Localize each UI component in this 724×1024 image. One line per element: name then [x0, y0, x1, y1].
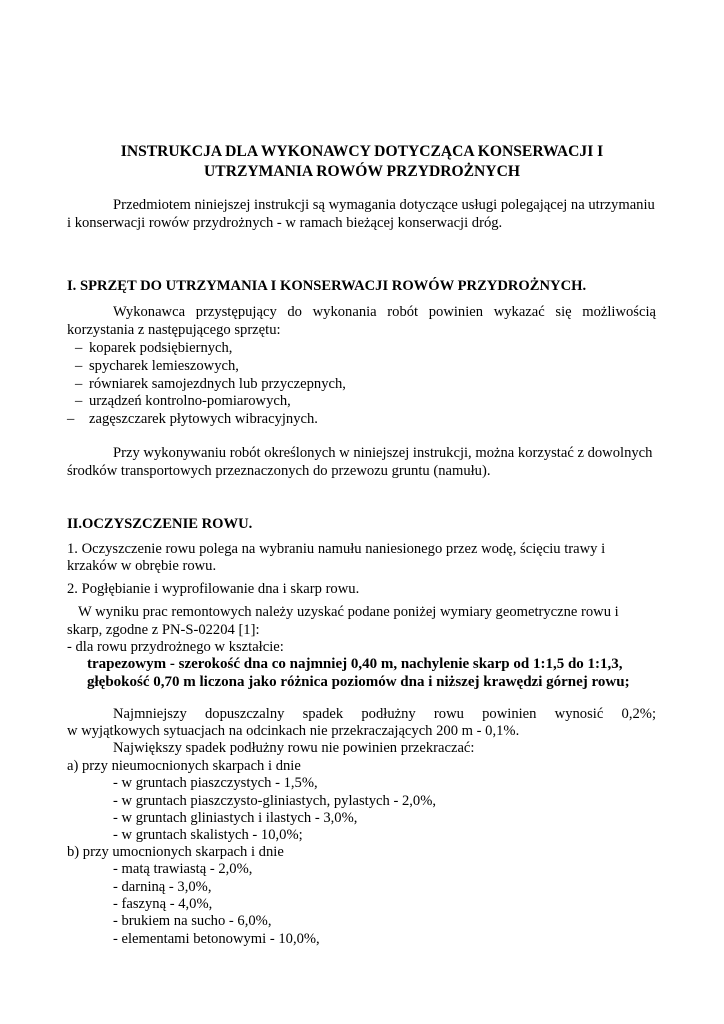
trapezoid-spec-line-2: głębokość 0,70 m liczona jako różnica poziomów dna i niższej krawędzi górnej rowu; — [87, 674, 630, 690]
list-item: - faszyną - 4,0%, — [113, 896, 213, 912]
list-item: urządzeń kontrolno-pomiarowych, — [89, 393, 291, 409]
list-item: spycharek lemieszowych, — [89, 358, 239, 374]
list-dash: – — [75, 393, 83, 409]
list-item: - w gruntach piaszczysto-gliniastych, pylastych - 2,0%, — [113, 793, 437, 809]
list-item: - w gruntach skalistych - 10,0%; — [113, 827, 303, 843]
list-item: - w gruntach gliniastych i ilastych - 3,0%, — [113, 810, 358, 826]
shape-intro: - dla rowu przydrożnego w kształcie: — [67, 639, 284, 655]
max-slope-intro: Największy spadek podłużny rowu nie powinien przekraczać: — [113, 740, 475, 756]
list-item: równiarek samojezdnych lub przyczepnych, — [89, 376, 346, 392]
section-2-heading: II.OCZYSZCZENIE ROWU. — [67, 516, 253, 532]
list-dash: – — [75, 358, 83, 374]
min-slope-line-1: Najmniejszy dopuszczalny spadek podłużny rowu powinien wynosić 0,2%; — [113, 706, 656, 722]
title-line-2: UTRZYMANIA ROWÓW PRZYDROŻNYCH — [204, 163, 520, 180]
case-b-heading: b) przy umocnionych skarpach i dnie — [67, 844, 284, 860]
list-item: zagęszczarek płytowych wibracyjnych. — [89, 411, 318, 427]
section-1-heading: I. SPRZĘT DO UTRZYMANIA I KONSERWACJI ROWÓW PRZYDROŻNYCH. — [67, 278, 587, 294]
section-1-para-1-line-2: korzystania z następującego sprzętu: — [67, 322, 281, 338]
list-item: - w gruntach piaszczystych - 1,5%, — [113, 775, 318, 791]
intro-line-1: Przedmiotem niniejszej instrukcji są wymagania dotyczące usługi polegającej na utrzymaniu — [113, 197, 655, 213]
section-1-para-2-line-1: Przy wykonywaniu robót określonych w niniejszej instrukcji, można korzystać z dowolnych — [113, 445, 653, 461]
list-item: - darniną - 3,0%, — [113, 879, 212, 895]
min-slope-line-2: w wyjątkowych sytuacjach na odcinkach nie przekraczających 200 m - 0,1%. — [67, 723, 520, 739]
dimensions-line-2: skarp, zgodne z PN-S-02204 [1]: — [67, 622, 260, 638]
section-2-item-2: 2. Pogłębianie i wyprofilowanie dna i skarp rowu. — [67, 581, 360, 597]
list-item: - brukiem na sucho - 6,0%, — [113, 913, 272, 929]
list-dash: – — [67, 411, 75, 427]
section-1-para-2-line-2: środków transportowych przeznaczonych do przewozu gruntu (namułu). — [67, 463, 491, 479]
list-dash: – — [75, 376, 83, 392]
section-2-item-1-line-2: krzaków w obrębie rowu. — [67, 558, 217, 574]
case-a-heading: a) przy nieumocnionych skarpach i dnie — [67, 758, 301, 774]
section-2-item-1-line-1: 1. Oczyszczenie rowu polega na wybraniu namułu naniesionego przez wodę, ścięciu trawy i — [67, 541, 606, 557]
section-1-para-1-line-1: Wykonawca przystępujący do wykonania robót powinien wykazać się możliwością — [113, 304, 656, 320]
list-item: - elementami betonowymi - 10,0%, — [113, 931, 320, 947]
trapezoid-spec-line-1: trapezowym - szerokość dna co najmniej 0,40 m, nachylenie skarp od 1:1,5 do 1:1,3, — [87, 656, 623, 672]
list-item: - matą trawiastą - 2,0%, — [113, 861, 253, 877]
dimensions-line-1: W wyniku prac remontowych należy uzyskać podane poniżej wymiary geometryczne rowu i — [78, 604, 619, 620]
intro-line-2: i konserwacji rowów przydrożnych - w ramach bieżącej konserwacji dróg. — [67, 215, 503, 231]
title-line-1: INSTRUKCJA DLA WYKONAWCY DOTYCZĄCA KONSERWACJI I — [120, 143, 604, 160]
list-dash: – — [75, 340, 83, 356]
list-item: koparek podsiębiernych, — [89, 340, 233, 356]
